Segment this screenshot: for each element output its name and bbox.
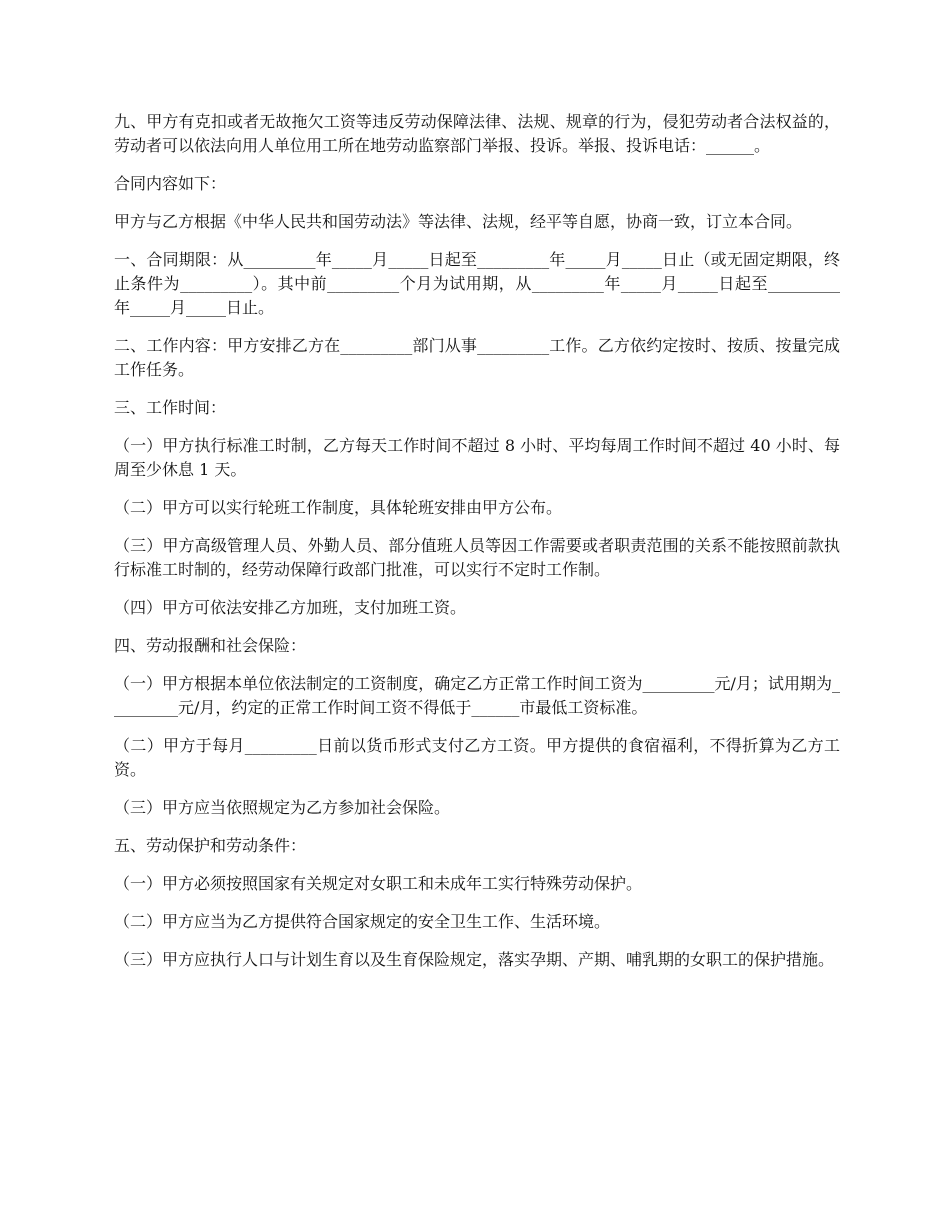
contract-content-heading: 合同内容如下：: [114, 174, 227, 193]
clause-nine-complaint: 九、甲方有克扣或者无故拖欠工资等违反劳动保障法律、法规、规章的行为，侵犯劳动者合法权益的，劳动者可以依法向用人单位用工所在地劳动监察部门举报、投诉。举报、投诉电话：______。: [114, 112, 840, 155]
section-three-heading: 三、工作时间：: [114, 398, 227, 417]
section-five-item-3: （三）甲方应执行人口与计划生育以及生育保险规定，落实孕期、产期、哺乳期的女职工的保护措施。: [114, 950, 835, 969]
section-five-item-1: （一）甲方必须按照国家有关规定对女职工和未成年工实行特殊劳动保护。: [114, 874, 643, 893]
section-three-item-1: （一）甲方执行标准工时制，乙方每天工作时间不超过 8 小时、平均每周工作时间不超过 40 小时、每周至少休息 1 天。: [114, 436, 840, 479]
section-three-item-4: （四）甲方可依法安排乙方加班，支付加班工资。: [114, 598, 467, 617]
section-five-heading: 五、劳动保护和劳动条件：: [114, 836, 307, 855]
document-page: [114, 110, 840, 986]
section-three-item-2: （二）甲方可以实行轮班工作制度，具体轮班安排由甲方公布。: [114, 498, 563, 517]
section-four-item-2: （二）甲方于每月_________日前以货币形式支付乙方工资。甲方提供的食宿福利，不得折算为乙方工资。: [114, 736, 840, 779]
section-two-work-content: 二、工作内容：甲方安排乙方在_________部门从事_________工作。乙方依约定按时、按质、按量完成工作任务。: [114, 336, 840, 379]
section-four-item-3: （三）甲方应当依照规定为乙方参加社会保险。: [114, 798, 451, 817]
section-one-contract-term: 一、合同期限：从_________年_____月_____日起至_________年_____月_____日止（或无固定期限，终止条件为_________）。其中前_________个月为试用期，从_________年_____月_____日起至_________年_____月_____日止。: [114, 250, 840, 317]
contract-preamble: 甲方与乙方根据《中华人民共和国劳动法》等法律、法规，经平等自愿，协商一致，订立本合同。: [114, 212, 803, 231]
section-four-item-1: （一）甲方根据本单位依法制定的工资制度，确定乙方正常工作时间工资为_________元/月；试用期为_________元/月，约定的正常工作时间工资不得低于______市最低工资标准。: [114, 674, 840, 717]
section-four-heading: 四、劳动报酬和社会保险：: [114, 636, 307, 655]
section-five-item-2: （二）甲方应当为乙方提供符合国家规定的安全卫生工作、生活环境。: [114, 912, 611, 931]
section-three-item-3: （三）甲方高级管理人员、外勤人员、部分值班人员等因工作需要或者职责范围的关系不能按照前款执行标准工时制的，经劳动保障行政部门批准，可以实行不定时工作制。: [114, 536, 840, 579]
